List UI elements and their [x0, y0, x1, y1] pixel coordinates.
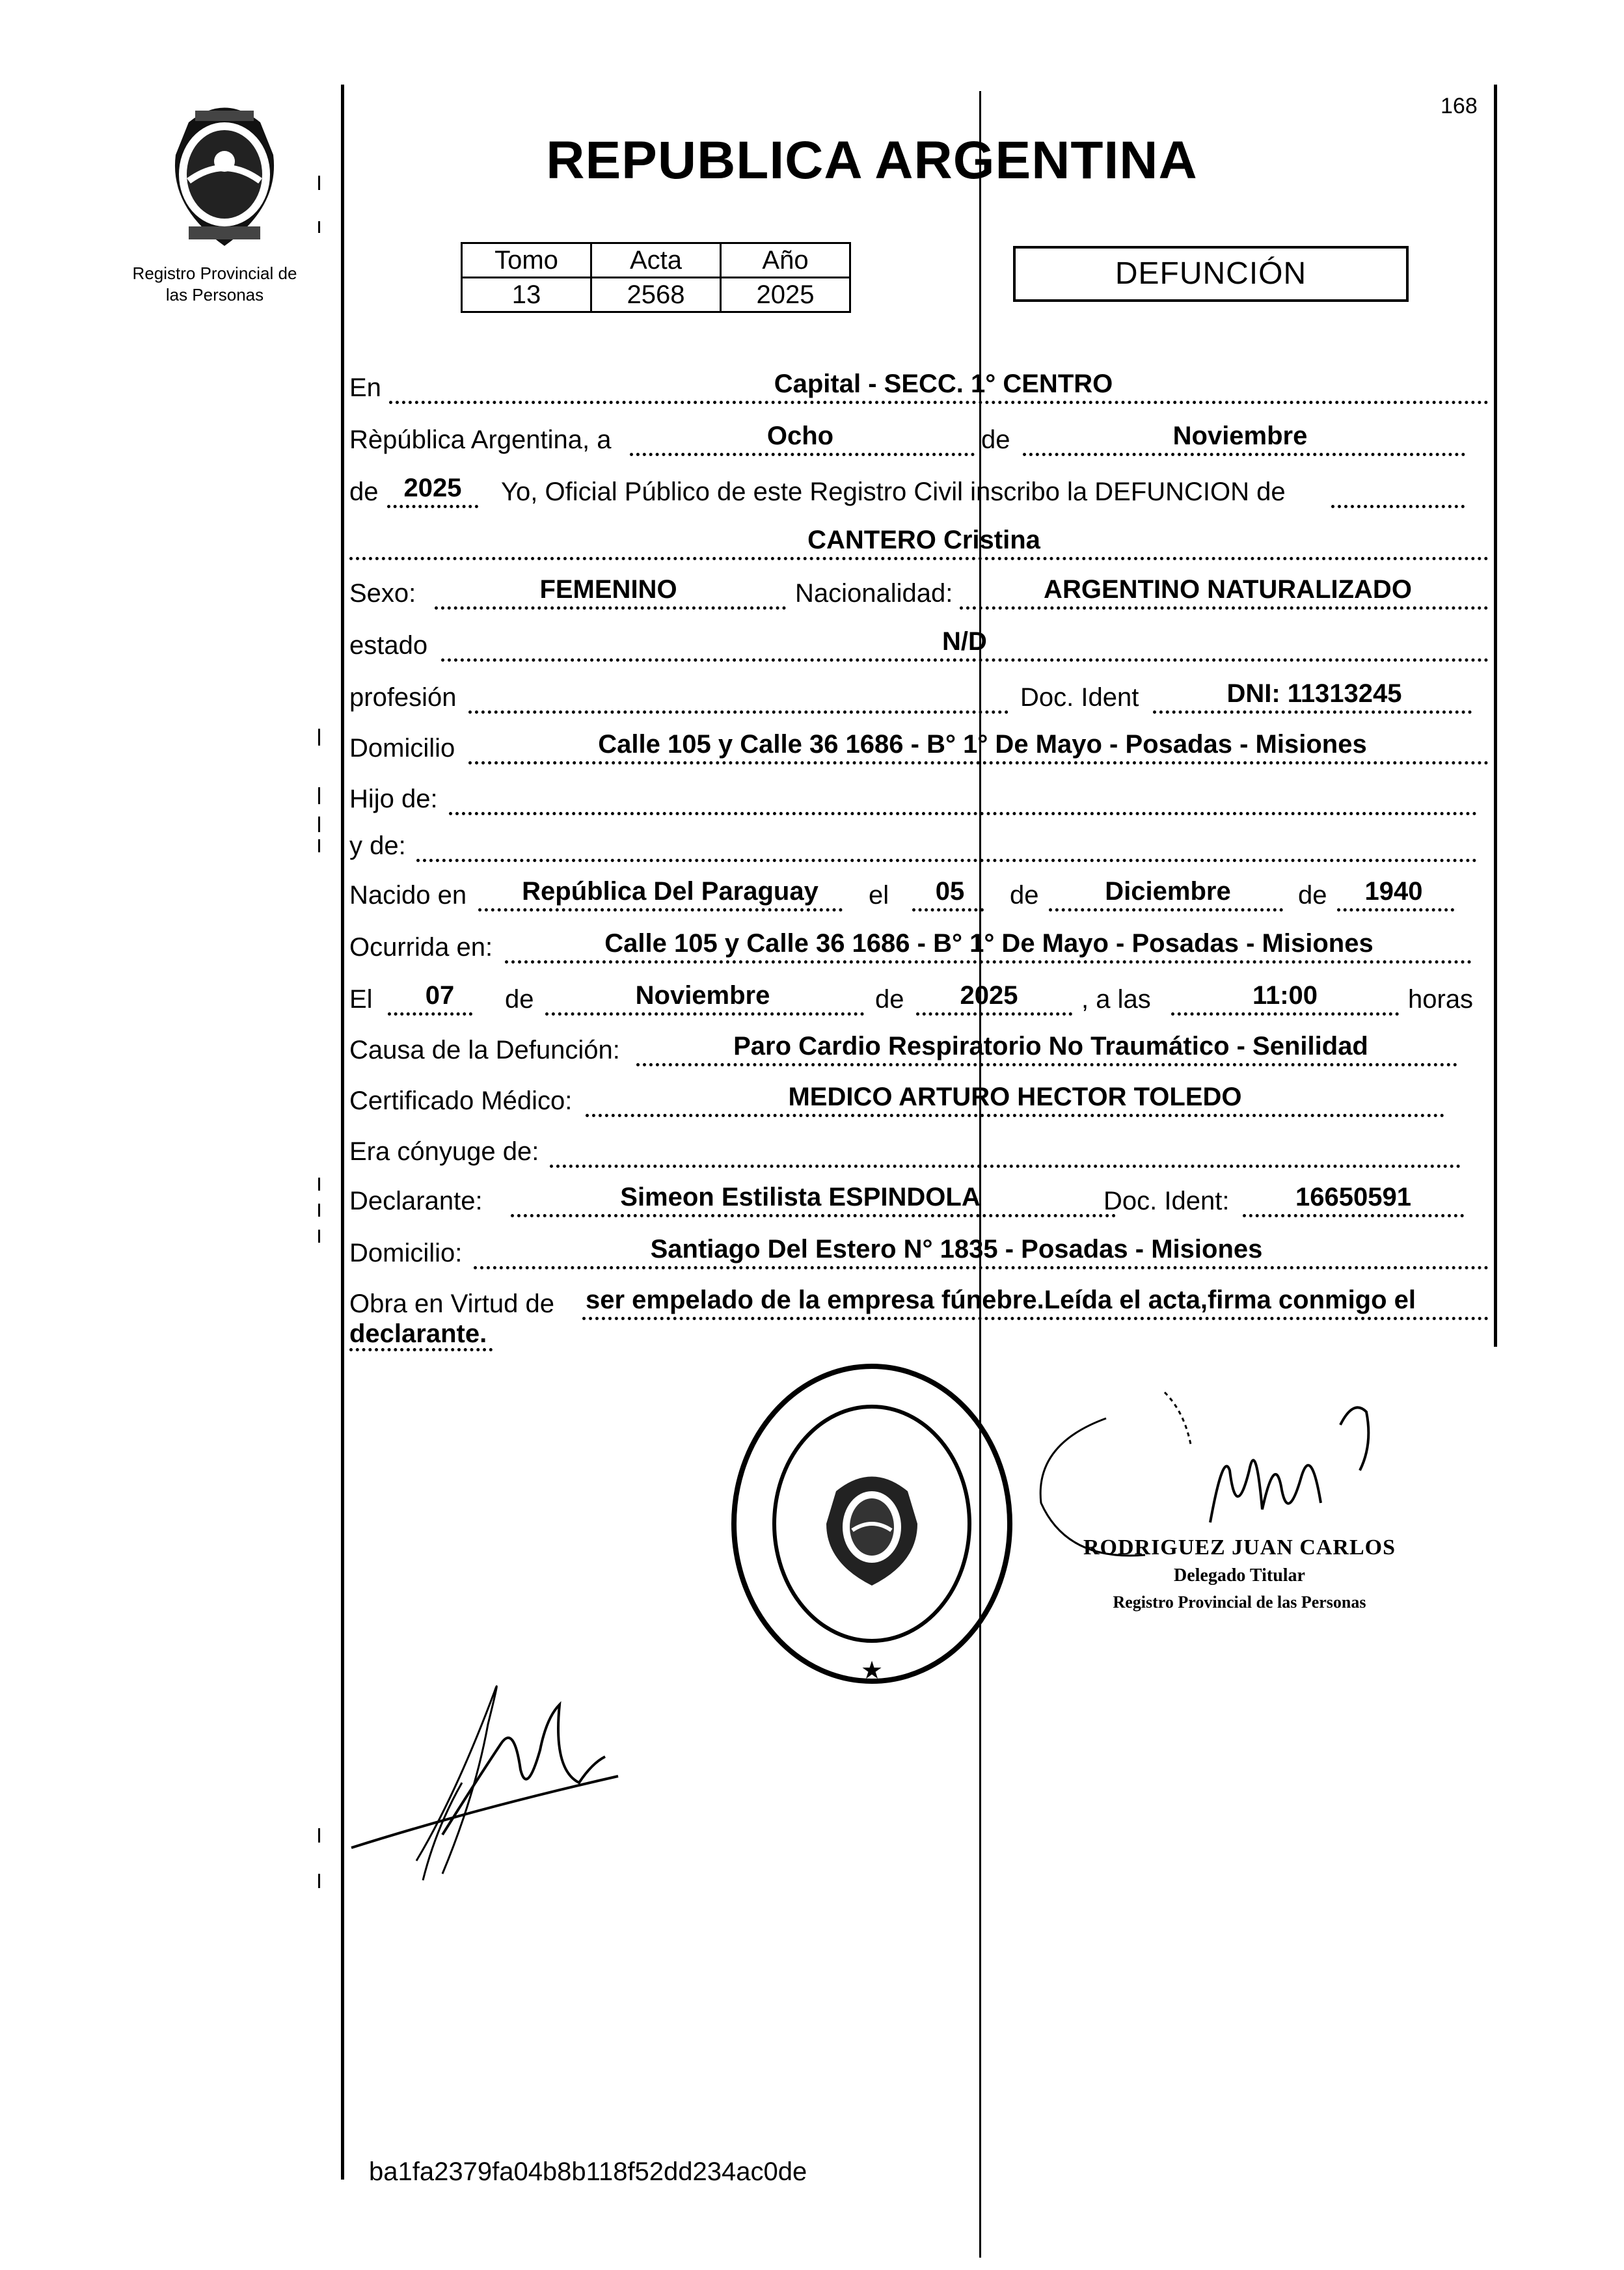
estado-value: N/D: [942, 627, 987, 656]
page-number: 168: [1441, 94, 1478, 118]
sexo-label: Sexo:: [349, 579, 416, 608]
provincial-emblem-logo: [150, 96, 299, 250]
acta-value: 2568: [591, 278, 721, 312]
en-label: En: [349, 373, 381, 402]
conyuge-label: Era cónyuge de:: [349, 1137, 539, 1166]
officer-stamp: [1070, 1535, 1409, 1612]
document-title: REPUBLICA ARGENTINA: [546, 131, 1198, 190]
officer-title: Delegado Titular: [1174, 1565, 1305, 1586]
acta-header: Acta: [591, 243, 721, 278]
birth-year: 1940: [1364, 877, 1423, 906]
death-time: 11:00: [1252, 981, 1318, 1010]
officer-name: RODRIGUEZ JUAN CARLOS: [1083, 1535, 1396, 1560]
document-hash: ba1fa2379fa04b8b118f52dd234ac0de: [369, 2157, 807, 2186]
hijo-label: Hijo de:: [349, 785, 438, 813]
ocurrida-label: Ocurrida en:: [349, 933, 493, 962]
de-label: de: [981, 426, 1010, 454]
anio-header: Año: [721, 243, 850, 278]
obra-label: Obra en Virtud de: [349, 1290, 555, 1318]
doc2-label: Doc. Ident:: [1103, 1187, 1230, 1215]
nacido-label: Nacido en: [349, 881, 467, 910]
declarante-value: Simeon Estilista ESPINDOLA: [620, 1183, 981, 1211]
ocurrida-value: Calle 105 y Calle 36 1686 - B° 1° De Mayo - Posadas - Misiones: [604, 929, 1374, 958]
declarant-signature: [345, 1666, 683, 1900]
sexo-value: FEMENINO: [539, 575, 677, 604]
de6-label: de: [875, 985, 904, 1014]
profesion-label: profesión: [349, 683, 457, 712]
el2-label: El: [349, 985, 373, 1014]
issuer-name: Registro Provincial de las Personas: [132, 263, 297, 304]
record-type-box: DEFUNCIÓN: [1013, 246, 1409, 302]
causa-value: Paro Cardio Respiratorio No Traumático - Senilidad: [733, 1032, 1368, 1061]
doc-ident-value: DNI: 11313245: [1226, 679, 1402, 708]
anio-value: 2025: [721, 278, 850, 312]
deceased-name: CANTERO Cristina: [807, 526, 1040, 554]
alas-label: , a las: [1081, 985, 1151, 1014]
republica-label: Rèpública Argentina, a: [349, 426, 612, 454]
domicilio2-label: Domicilio:: [349, 1239, 463, 1267]
obra-value: ser empelado de la empresa fúnebre.Leída el acta,firma conmigo el: [586, 1286, 1416, 1314]
officer-office: Registro Provincial de las Personas: [1113, 1593, 1366, 1612]
en-value: Capital - SECC. 1° CENTRO: [774, 370, 1113, 398]
death-day: 07: [425, 981, 455, 1010]
right-margin-line: [1494, 85, 1497, 1347]
declarante-label: Declarante:: [349, 1187, 483, 1215]
tomo-header: Tomo: [462, 243, 591, 278]
acta-table: [461, 242, 851, 313]
horas-label: horas: [1408, 985, 1474, 1014]
yde-label: y de:: [349, 831, 406, 860]
registry-seal-stamp: [722, 1353, 1022, 1692]
estado-label: estado: [349, 631, 428, 660]
birth-month: Diciembre: [1105, 877, 1231, 906]
el-label: el: [869, 881, 889, 910]
month-value: Noviembre: [1172, 422, 1308, 450]
doc-ident-label: Doc. Ident: [1020, 683, 1139, 712]
year-value: 2025: [403, 474, 462, 502]
day-value: Ocho: [766, 422, 834, 450]
birth-day: 05: [935, 877, 965, 906]
de5-label: de: [505, 985, 534, 1014]
death-month: Noviembre: [635, 981, 770, 1010]
death-year: 2025: [960, 981, 1018, 1010]
domicilio2-value: Santiago Del Estero N° 1835 - Posadas - Misiones: [650, 1235, 1263, 1263]
domicilio-label: Domicilio: [349, 734, 455, 763]
de3-label: de: [1010, 881, 1039, 910]
nacionalidad-value: ARGENTINO NATURALIZADO: [1044, 575, 1412, 604]
obra-value-2: declarante.: [349, 1319, 487, 1348]
svg-text:★: ★: [860, 1656, 884, 1684]
tomo-value: 13: [462, 278, 591, 312]
causa-label: Causa de la Defunción:: [349, 1036, 620, 1064]
de4-label: de: [1298, 881, 1327, 910]
doc2-value: 16650591: [1295, 1183, 1411, 1211]
certificado-label: Certificado Médico:: [349, 1087, 573, 1115]
nacido-value: República Del Paraguay: [522, 877, 819, 906]
de2-label: de: [349, 478, 379, 506]
center-fold-line: [979, 91, 981, 2258]
yo-text: Yo, Oficial Público de este Registro Civil inscribo la DEFUNCION de: [501, 478, 1286, 506]
domicilio-value: Calle 105 y Calle 36 1686 - B° 1° De Mayo - Posadas - Misiones: [598, 730, 1367, 759]
left-margin-line: [341, 85, 344, 2180]
nacionalidad-label: Nacionalidad:: [795, 579, 953, 608]
certificado-value: MEDICO ARTURO HECTOR TOLEDO: [788, 1083, 1242, 1111]
